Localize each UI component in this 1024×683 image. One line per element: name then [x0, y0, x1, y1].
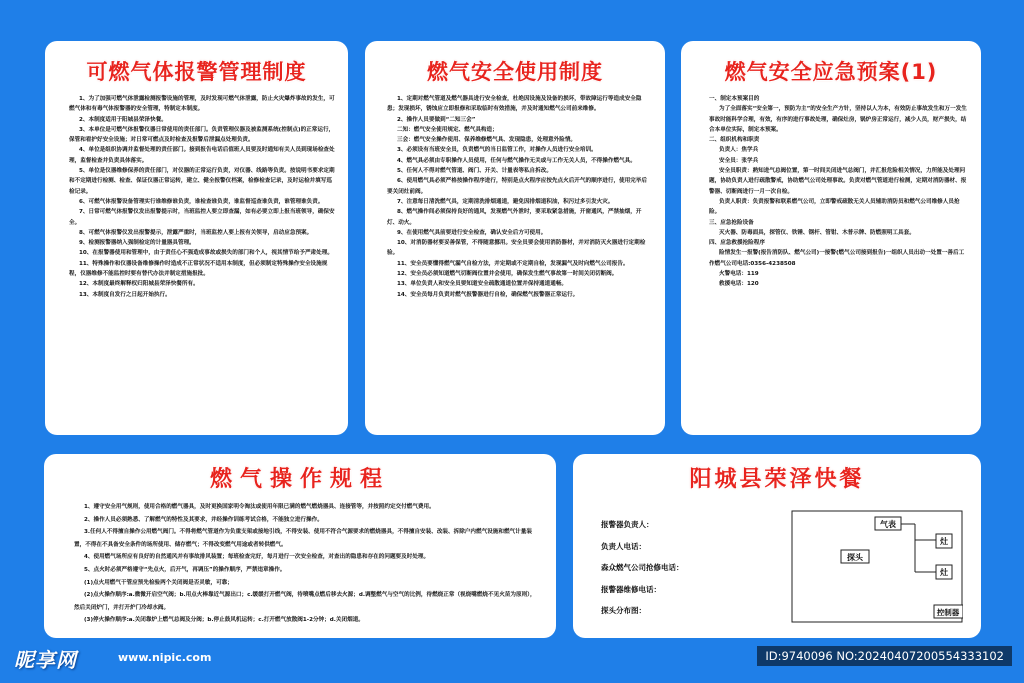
stove-label: 灶 [940, 568, 948, 577]
section-heading: 一、制定本预案目的 [709, 96, 760, 102]
operation-rules-panel [44, 454, 556, 638]
plan-purpose: 为了全面落实“安全第一，预防为主”的安全生产方针，坚持以人为本，有效防止事故发生和万一发生事故时能科学合理，有效，有序的进行事故处理，确保灶房，锅炉房正常运行，减少人员，财产损失，结合本单位实际，制定本预案。 [709, 106, 967, 133]
rule-item: 6、使用燃气具必须严格按操作程序进行，特别是点火程序应按先点火后开气的顺序进行，使用完毕后要关闭灶前阀。 [387, 178, 648, 195]
rule-item: 1、为了加强可燃气体泄露检测报警设施的管理，及时发现可燃气体泄露，防止火灾爆炸事故的发生，可燃气体和有毒气体报警器的安全管理，特制定本制度。 [69, 96, 335, 113]
field-label: 森众燃气公司抢修电话： [601, 563, 684, 572]
emergency-plan-body [681, 86, 981, 290]
panel-title: 可燃气体报警管理制度 [86, 60, 307, 84]
rule-item: 3.任何人不得擅自操作公用燃气阀门。不得将燃气管道作为负重支架或接地引线，不得安装、使用不符合气源要求的燃烧器具，不得擅自安装、改装、拆除户内燃气设施和燃气计量装置，不得在不具备安全条件的场所使用、储存燃气；不得改变燃气用途或者转供燃气。 [74, 529, 532, 548]
rule-item: (2)点火操作顺序:a.微微开启空气阀；b.用点火棒靠近气源出口；c.缓缓打开燃气阀，待喷嘴点燃后移去火源；d.调整燃气与空气的比例，待燃烧正常（视烧嘴燃烧不见火苗为原则），然后关闭炉门，并打开炉门冷却水阀。 [74, 592, 536, 611]
rule-item: 1、遵守安全用气规则，使用合格的燃气器具，及时更换国家明令淘汰或使用年限已满的燃气燃烧器具、连接管等，并按照约定交付燃气费用。 [84, 504, 435, 510]
rule-item: 5、点火时必须严格遵守“先点火，后开气，再调压”的操作顺序，严禁违章操作。 [84, 566, 286, 573]
rule-item: 4、使用燃气场所应有良好的自然通风并有事故排风装置；每班检查完好，每月进行一次安全检查，对查出的隐患和存在的问题要及时处理。 [84, 554, 430, 561]
field-label: 探头分布图： [601, 606, 646, 615]
rule-item: (1)点火用燃气干管应预先检验两个关闭阀是否灵敏，可靠； [84, 579, 233, 586]
rule-item: 1、定期对燃气管道及燃气器具进行安全检查，杜绝因设施及设备的损坏，带故障运行等造成安全隐患；发现损坏，锈蚀应立即报修和采取临时有效措施，并及时通知燃气公司前来维修。 [387, 96, 642, 113]
field-label: 报警器维修电话： [601, 584, 661, 594]
section-heading: 二、组织机构和职责 [709, 137, 760, 144]
equipment-list: 灭火器、防毒面具，探管仪、铁锤、钢杆、管钳、木普示牌、防燃照明工具套。 [719, 229, 915, 236]
rule-item: 2、本制度适用于阳城县荣泽快餐。 [79, 116, 167, 123]
rule-item: 6、可燃气体报警设备管理实行谁维修谁负责，谁检查谁负责，谁监督巡查谁负责，谁管理谁负责。 [79, 198, 324, 205]
rule-item: 3、本单位是可燃气体报警仪器日常使用的责任部门。负责管理仪器及被监测系统(控制点)的正常运行，保管和看护好安全设施；对日常可燃点及时检查及报警后泄漏点处理负责。 [69, 126, 335, 144]
alarm-management-panel [45, 41, 348, 435]
rule-item: 7、注意每日清洗燃气具，定期清洗排烟通道，避免因排烟道积油，积污过多引发火灾。 [397, 198, 614, 205]
restaurant-info-panel [573, 454, 981, 638]
alarm-rules-list [45, 86, 348, 300]
rule-item: 2、操作人员要做到“二知三会” [397, 116, 476, 123]
rule-item: 5、单位是仪器维修保养的责任部门，对仪器的正常运行负责，对仪器、线路等负责。按说明书要求定期和不定期进行检测、检查、保证仪器正常运转，建立、健全报警仪档案，检修检查记录，及时运检并填写巡检记录。 [69, 168, 335, 195]
leader-name: 负责人：焦学兵 [719, 147, 759, 154]
rule-item: 8、可燃气体报警仪发出报警提示，泄露严重时，当班监控人要上报有关领导，启动应急预案。 [79, 229, 313, 236]
officer-duty: 安全员职责：熟知进气总阀位置，第一时间关闭进气总阀门，并汇报危险相关情况，力所能及处理问题，协助负责人进行疏散警戒，协助燃气公司处理事故。负责对燃气管道进行检测，定期对消防器材、报警器、切断阀进行一月一次自检。 [709, 168, 967, 195]
emergency-plan-panel [681, 41, 981, 435]
rule-item: 12、安全员必须知道燃气切断阀位置并会使用，确保发生燃气事故第一时间关闭切断阀。 [397, 271, 618, 278]
section-heading: 三、应急抢险设备 [709, 219, 754, 226]
rule-item: 11、安全员要懂得燃气漏气自检方法，并定期或不定期自检，发现漏气及时向燃气公司报告。 [397, 260, 629, 267]
info-field-labels [601, 519, 684, 627]
controller-label: 控制器 [936, 608, 960, 617]
fire-phone: 火警电话：119 [719, 271, 759, 278]
stove-label: 灶 [940, 537, 948, 546]
panel-title: 燃气安全应急预案(1) [724, 60, 938, 84]
rule-item: (3)停火操作顺序:a.关闭靠炉上燃气总阀及分阀；b.停止鼓风机运转；c.打开燃气放散阀1-2分钟；d.关闭烟道。 [84, 617, 364, 624]
watermark-url: www.nipic.com [118, 651, 212, 664]
rule-item: 9、在使用燃气具前要进行安全检查，确认安全后方可使用。 [397, 229, 547, 236]
rule-item: 二知：燃气安全使用规定、燃气具构造； [397, 126, 498, 133]
gas-safety-panel [365, 41, 665, 435]
field-label: 报警器负责人： [601, 520, 654, 529]
safety-officer-name: 安全员：张学兵 [719, 157, 759, 164]
probe-label: 探头 [847, 553, 863, 562]
field-label: 负责人电话： [601, 541, 646, 551]
panel-title: 燃气安全使用制度 [427, 60, 603, 84]
rule-item: 9、检测报警器纳入强制检定的计量器具管理。 [79, 240, 195, 247]
panel-title: 燃气操作规程 [209, 467, 390, 492]
rule-item: 14、安全员每月负责对燃气报警器进行自检，确保燃气报警器正常运行。 [397, 291, 579, 298]
rule-item: 7、日常可燃气体报警仪发出报警提示时，当班监控人要立即查漏，如有必要立即上报当班领导，确保安全。 [69, 209, 335, 226]
rule-item: 三会：燃气安全操作使用、保养维修燃气具、发现隐患，处理意外险情。 [397, 137, 577, 144]
rule-item: 4、单位是组织协调并监督处理的责任部门。接到报告电话后值班人员要及时通知有关人员到现场检查处理，监督检查并负责具体落实。 [69, 147, 335, 164]
rule-item: 11、特殊操作和仪器设备维修操作时造成不正常状况不适用本制度，但必须制定特殊操作安全设施规程，仪器维修不能监控时要有替代办法并制定措施报批。 [69, 260, 328, 278]
leader-duty: 负责人职责：负责报警和联系燃气公司，立即警戒疏散无关人员辅助消防员和燃气公司维修人员抢险。 [709, 198, 960, 216]
rule-item: 5、任何人不得对燃气管道、阀门、开关、计量表等私自拆改。 [397, 168, 552, 175]
rule-item: 8、燃气操作间必须保持良好的通风，发现燃气外泄时，要采取紧急措施，开窗通风，严禁抽烟，开灯、动火。 [387, 209, 642, 226]
gas-meter-label: 气表 [880, 520, 896, 529]
probe-layout-diagram [791, 510, 963, 623]
rule-item: 10、在报警器使用和管理中，由于责任心不强造成事故或损失的部门和个人，视其情节给予严肃处理。 [79, 250, 333, 257]
safety-rules-list [365, 86, 665, 300]
panel-title: 阳城县荣泽快餐 [689, 467, 865, 492]
rule-item: 3、必须设有当班安全员，负责燃气的当日监管工作，对操作人员进行安全培训。 [397, 147, 597, 154]
section-heading: 四、应急救援抢险程序 [709, 240, 765, 247]
rule-item: 13、本制度自发行之日起开始执行。 [79, 291, 171, 298]
rule-item: 10、对消防器材要妥善保管，不得随意挪用。安全员要会使用消防器材，并对消防灭火器进行定期检验。 [387, 240, 646, 257]
rule-item: 2、操作人员必须熟悉、了解燃气的特性及其要求，并经操作训练考试合格，不能独立进行操作。 [84, 516, 323, 523]
rule-item: 12、本制度最终解释权归阳城县荣泽快餐所有。 [79, 281, 199, 288]
rule-item: 4、燃气具必须由专职操作人员使用，任何与燃气操作无关或与工作无关人员，不得操作燃气具。 [397, 157, 636, 164]
rescue-phone: 救援电话：120 [719, 281, 759, 288]
image-id-badge: ID:9740096 NO:20240407200554333102 [757, 646, 1012, 666]
operation-rules-list [44, 496, 556, 627]
rule-item: 13、单位负责人和安全员要知道安全疏散通道位置并保持通道通畅。 [397, 281, 568, 288]
watermark-logo: 昵享网 [14, 648, 77, 672]
rescue-procedure: 险情发生一报警(报告消防队、燃气公司)一接警(燃气公司接到报告)一组织人员出动一处置一善后工作燃气公司电话:0356-4238508 [709, 250, 965, 267]
